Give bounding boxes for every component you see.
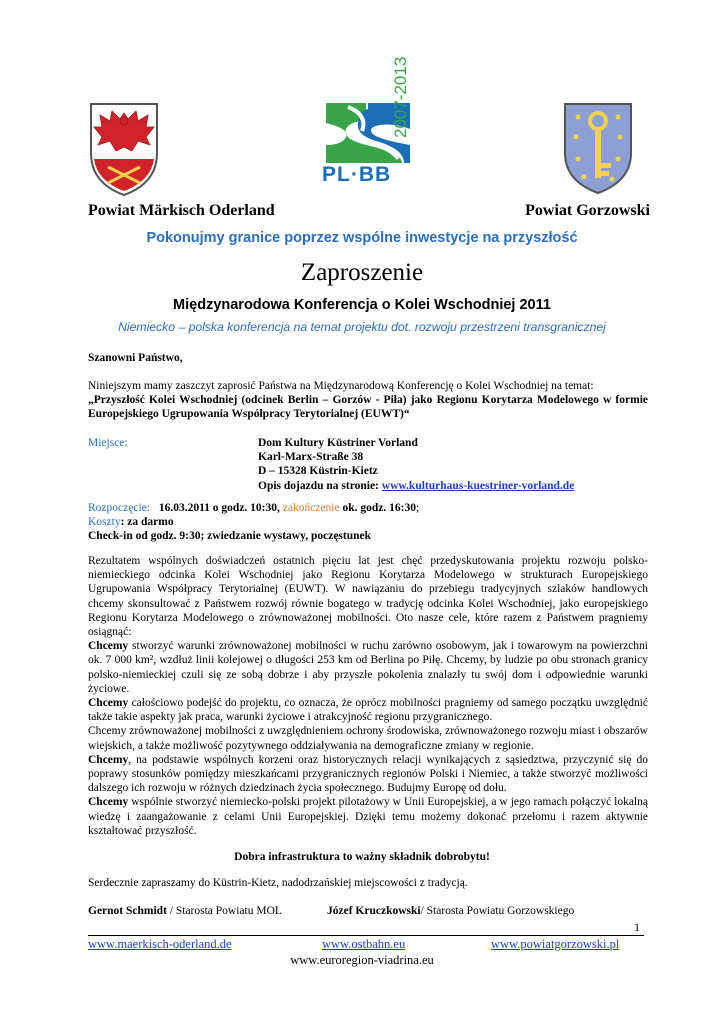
closing-text: Serdecznie zapraszamy do Küstrin-Kietz, nadodrzańskiej miejscowości z tradycją.	[88, 877, 468, 889]
footer-link-plain[interactable]: www.euroregion-viadrina.eu	[290, 953, 434, 967]
goal-text: , na podstawie wspólnych korzeni oraz historycznych relacji wynikających z sąsiedztwa, przyczynić się do poprawy stosunków pomiędzy mieszkańcami przygranicznych regionów Polski i Niemiec, a także stworzyć możliwości dalszego ich rozwoju w różnych dziedzinach życia społecznego. Budujmy Europę od dołu.	[88, 753, 648, 795]
signature-role: / Starosta Powiatu Gorzowskiego	[420, 905, 575, 917]
signature-1	[88, 904, 282, 918]
goal-text: wspólnie stworzyć niemiecko-polski projekt pilotażowy w Unii Europejskiej, a w jego ramach połączyć lokalną wiedzę i zaangażowanie z celami Unii Europejskiej. Dzięki temu możemy dokonać przełomu i razem aktywnie kształtować przyszłość.	[88, 796, 648, 837]
signature-name: Gernot Schmidt	[88, 905, 167, 917]
goal-paragraph	[88, 639, 648, 696]
intro-text: Niniejszym mamy zaszczyt zaprosić Państwa na Międzynarodową Konferencję o Kolei Wschodniej na temat:	[88, 380, 594, 392]
greeting: Szanowni Państwo,	[88, 352, 183, 364]
motto: Dobra infrastruktura to ważny składnik dobrobytu!	[234, 851, 490, 863]
paragraph: Rezultatem wspólnych doświadczeń ostatnich pięciu lat jest chęć przedyskutowania projektu rozwoju polsko-niemieckiego odcinka Kolei Wschodniej jako Regionu Korytarza Modelowego w strukturach Europejskiego Ugrupowania Współpracy Terytorialnej (EUWT). W nawiązaniu do przebiegu tradycyjnych szlaków handlowych chcemy skonsultować z Państwem rozwój równie bogatego w tradycję odcinka Kolei Wschodniej, jako europejskiego Regionu Korytarza Modelowego o zrównoważonej mobilności. Oto nasze cele, które razem z Państwem pragniemy osiągnąć:	[88, 555, 648, 639]
start-label: Rozpoczęcie:	[88, 502, 150, 514]
directions-link[interactable]: www.kulturhaus-kuestriner-vorland.de	[381, 479, 575, 492]
goal-bold: Chcemy	[88, 796, 129, 809]
signature-2	[327, 904, 574, 918]
start-value: 16.03.2011 o godz. 10:30,	[158, 502, 280, 514]
crest-maerkisch-oderland	[88, 101, 160, 197]
signature-name: Józef Kruczkowski	[327, 905, 421, 917]
signature-role: / Starosta Powiatu MOL	[166, 905, 282, 917]
directions-line	[258, 479, 648, 493]
goal-paragraph	[88, 696, 648, 724]
place-address	[258, 436, 648, 493]
conference-topic: „Przyszłość Kolei Wschodniej (odcinek Berlin – Gorzów - Piła) jako Regionu Korytarza Modelowego w formie Europejskiego Ugrupowania Współpracy Terytorialnej (EUWT)“	[88, 394, 648, 421]
cost-line	[88, 515, 174, 529]
cost-value: : za darmo	[120, 516, 174, 528]
goal-bold: Chcemy	[88, 697, 129, 710]
place-line: Dom Kultury Küstriner Vorland	[258, 437, 418, 449]
goal-paragraph	[88, 724, 648, 752]
main-text	[88, 554, 648, 838]
left-county-name: Powiat Märkisch Oderland	[88, 202, 275, 219]
place-label: Miejsce:	[88, 437, 128, 449]
checkin-info: Check-in od godz. 9:30; zwiedzanie wystawy, poczęstunek	[88, 530, 372, 542]
goal-text: całościowo podejść do projektu, co oznacza, że oprócz mobilności pragniemy od samego początku uwzględnić także takie aspekty jak praca, warunki życiowe i atrakcyjność regionu przygranicznego.	[88, 697, 648, 724]
end-value: ok. godz. 16:30	[342, 502, 416, 514]
right-county-name: Powiat Gorzowski	[525, 202, 650, 219]
place-line: D – 15328 Küstrin-Kietz	[258, 465, 378, 478]
pl-bb-logo	[318, 56, 438, 191]
goal-paragraph	[88, 795, 648, 838]
footer-link[interactable]: www.maerkisch-oderland.de	[88, 937, 232, 951]
goal-bold: Chcemy	[88, 640, 129, 653]
logo-years: 2007-2013	[391, 56, 410, 138]
conference-subtitle: Niemiecko – polska konferencja na temat projektu dot. rozwoju przestrzeni transgranicznej	[118, 320, 606, 334]
conference-title: Międzynarodowa Konferencja o Kolei Wschodniej 2011	[173, 297, 551, 313]
page-title: Zaproszenie	[300, 259, 424, 286]
goal-text: stworzyć warunki zrównoważonej mobilności w ruchu zarówno osobowym, jak i towarowym na powierzchni ok. 7 000 km², wzdłuż linii kolejowej o długości 253 km od Berlina po Piłę. Chcemy, by ludzie po obu stronach granicy polsko-niemieckiej czuli się ze sobą dobrze i aby przyszłe pokolenia znalazły tu swój dom i odpowiednie warunki życiowe.	[88, 640, 648, 695]
directions-label: Opis dojazdu na stronie:	[258, 479, 382, 492]
schedule-line: Rozpoczęcie: 16.03.2011 o godz. 10:30, zakończenie ok. godz. 16:30;	[88, 502, 420, 514]
page-number: 1	[634, 920, 640, 934]
end-label: zakończenie	[282, 502, 340, 514]
crest-gorzowski	[562, 101, 634, 195]
slogan: Pokonujmy granice poprzez wspólne inwestycje na przyszłość	[146, 230, 578, 246]
footer-divider	[88, 935, 644, 936]
eagle-crest-icon	[88, 101, 160, 197]
footer-link[interactable]: www.powiatgorzowski.pl	[491, 937, 620, 951]
footer-link[interactable]: www.ostbahn.eu	[322, 937, 406, 951]
key-crest-icon	[562, 101, 634, 195]
cost-label: Koszty	[88, 516, 121, 528]
goal-paragraph	[88, 753, 648, 796]
logo-text: PL·BB	[322, 163, 392, 186]
place-line: Karl-Marx-Straße 38	[258, 451, 364, 464]
goal-text: Chcemy zrównoważonej mobilności z uwzględnieniem ochrony środowiska, zrównoważonego rozwoju miast i obszarów wiejskich, a także możliwość pozytywnego oddziaływania na demograficzne zmiany w regionie.	[88, 725, 648, 752]
goal-bold: Chcemy	[88, 753, 129, 766]
